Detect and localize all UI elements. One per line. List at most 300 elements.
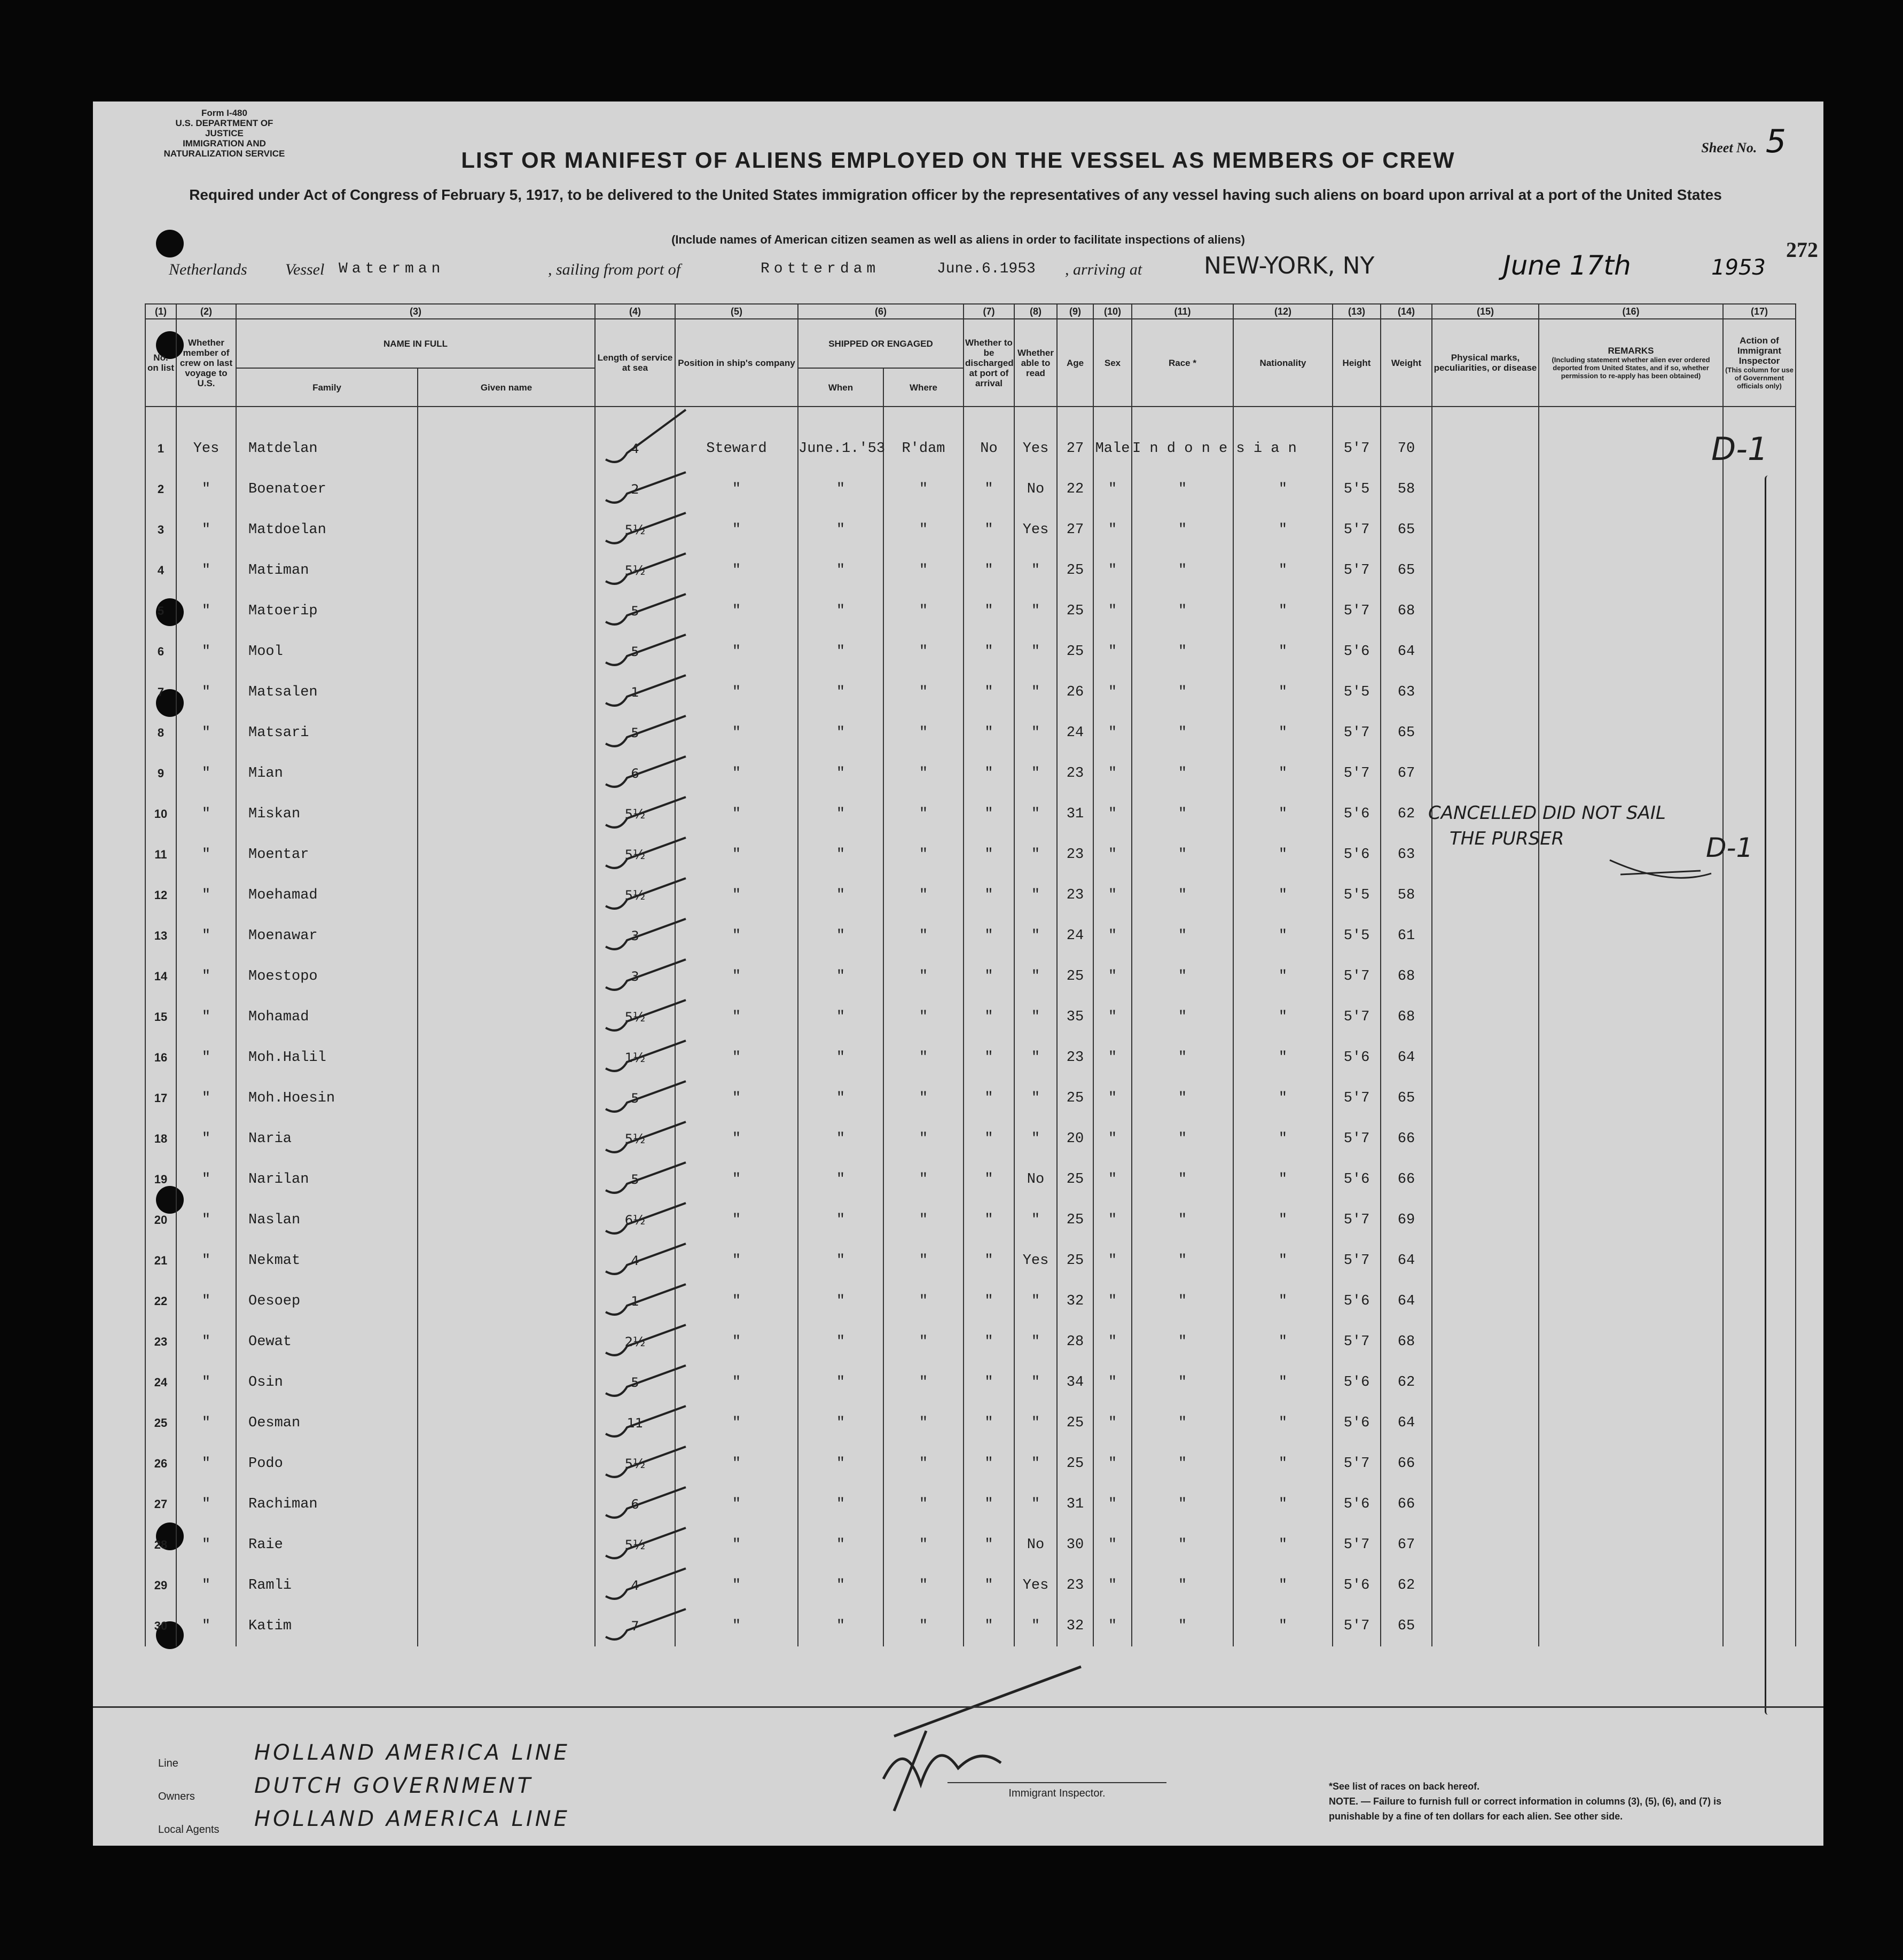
weight-cell: 68 xyxy=(1381,997,1432,1037)
race-cell: " xyxy=(1132,1037,1233,1078)
height-cell: 5'7 xyxy=(1333,1322,1381,1362)
length-of-service-cell: 4 xyxy=(595,1240,675,1281)
shipped-when-cell: " xyxy=(798,713,883,753)
race-cell: " xyxy=(1132,550,1233,591)
family-name-cell: Moestopo xyxy=(236,956,418,997)
sex-cell: " xyxy=(1093,1525,1132,1565)
check-mark xyxy=(606,1203,686,1233)
position-cell: " xyxy=(675,1240,798,1281)
row-number: 20 xyxy=(145,1200,176,1240)
discharged-cell: " xyxy=(964,1200,1014,1240)
shipped-when-cell: " xyxy=(798,550,883,591)
shipped-where-cell: " xyxy=(883,1078,964,1119)
last-voyage-cell: " xyxy=(176,631,236,672)
shipped-when-cell: " xyxy=(798,1159,883,1200)
col-number: (11) xyxy=(1132,304,1233,319)
family-name-cell: Mian xyxy=(236,753,418,794)
age-cell: 27 xyxy=(1057,407,1093,469)
height-cell: 5'7 xyxy=(1333,1443,1381,1484)
last-voyage-cell: " xyxy=(176,1362,236,1403)
race-cell: I n d o n e s i a n xyxy=(1132,407,1233,469)
shipped-where-cell: " xyxy=(883,1362,964,1403)
height-cell: 5'7 xyxy=(1333,1606,1381,1646)
weight-cell: 61 xyxy=(1381,916,1432,956)
position-cell: " xyxy=(675,875,798,916)
length-of-service-cell: 5 xyxy=(595,1078,675,1119)
sex-cell: " xyxy=(1093,1078,1132,1119)
sailing-label: , sailing from port of xyxy=(548,261,681,278)
col-number: (2) xyxy=(176,304,236,319)
age-cell: 25 xyxy=(1057,591,1093,631)
weight-cell: 67 xyxy=(1381,753,1432,794)
discharged-cell: " xyxy=(964,1565,1014,1606)
inspector-bracket-line xyxy=(1765,475,1772,1715)
length-of-service-cell: 5½ xyxy=(595,875,675,916)
service-name: IMMIGRATION AND NATURALIZATION SERVICE xyxy=(163,138,285,159)
weight-cell: 63 xyxy=(1381,672,1432,713)
check-mark xyxy=(606,1244,686,1274)
col-number: (13) xyxy=(1333,304,1381,319)
weight-cell: 65 xyxy=(1381,510,1432,550)
race-cell: " xyxy=(1132,1525,1233,1565)
weight-cell: 64 xyxy=(1381,1403,1432,1443)
able-to-read-cell: " xyxy=(1014,591,1057,631)
discharged-cell: " xyxy=(964,956,1014,997)
shipped-where-cell: " xyxy=(883,1240,964,1281)
discharged-cell: " xyxy=(964,1525,1014,1565)
shipped-when-cell: " xyxy=(798,591,883,631)
position-cell: " xyxy=(675,1362,798,1403)
sex-cell: " xyxy=(1093,672,1132,713)
line-label: Line xyxy=(158,1758,178,1769)
shipped-when-cell: " xyxy=(798,1484,883,1525)
shipped-where-cell: " xyxy=(883,550,964,591)
fine-note: NOTE. — Failure to furnish full or correct information in columns (3), (5), (6), and (7) is punishable by a fine of ten dollars for each alien. See other side. xyxy=(1329,1796,1722,1822)
able-to-read-cell: " xyxy=(1014,1281,1057,1322)
able-to-read-cell: " xyxy=(1014,916,1057,956)
able-to-read-cell: " xyxy=(1014,1403,1057,1443)
length-of-service-cell: 5 xyxy=(595,591,675,631)
shipped-when-cell: " xyxy=(798,672,883,713)
shipped-when-cell: " xyxy=(798,1200,883,1240)
age-cell: 23 xyxy=(1057,1565,1093,1606)
length-of-service-cell: 5 xyxy=(595,1362,675,1403)
weight-cell: 66 xyxy=(1381,1119,1432,1159)
position-cell: " xyxy=(675,1322,798,1362)
height-cell: 5'5 xyxy=(1333,469,1381,510)
vessel-label: Vessel xyxy=(285,261,325,278)
shipped-when-cell: " xyxy=(798,1281,883,1322)
row-number: 25 xyxy=(145,1403,176,1443)
shipped-when-cell: " xyxy=(798,834,883,875)
footer-divider xyxy=(93,1706,1823,1708)
height-cell: 5'5 xyxy=(1333,875,1381,916)
weight-cell: 65 xyxy=(1381,1078,1432,1119)
check-mark xyxy=(606,635,686,665)
height-cell: 5'6 xyxy=(1333,1484,1381,1525)
shipped-when-cell: " xyxy=(798,510,883,550)
shipped-where-cell: " xyxy=(883,1606,964,1646)
row-number: 5 xyxy=(145,591,176,631)
nationality-cell: " xyxy=(1233,1322,1333,1362)
nationality-cell: " xyxy=(1233,672,1333,713)
shipped-when-cell: " xyxy=(798,1606,883,1646)
age-cell: 25 xyxy=(1057,1078,1093,1119)
weight-cell: 66 xyxy=(1381,1443,1432,1484)
race-note: *See list of races on back hereof. xyxy=(1329,1781,1480,1792)
weight-cell: 65 xyxy=(1381,550,1432,591)
vessel-name: Waterman xyxy=(339,261,445,277)
shipped-where-cell: " xyxy=(883,753,964,794)
shipped-when-cell: " xyxy=(798,875,883,916)
sex-cell: " xyxy=(1093,1484,1132,1525)
age-cell: 27 xyxy=(1057,510,1093,550)
row-number: 28 xyxy=(145,1525,176,1565)
header-where: Where xyxy=(883,368,964,407)
position-cell: " xyxy=(675,997,798,1037)
arriving-label: , arriving at xyxy=(1065,261,1142,278)
agents-label: Local Agents xyxy=(158,1824,220,1836)
header-age: Age xyxy=(1057,319,1093,407)
position-cell: " xyxy=(675,1159,798,1200)
sex-cell: " xyxy=(1093,550,1132,591)
family-name-cell: Matoerip xyxy=(236,591,418,631)
shipped-where-cell: " xyxy=(883,1403,964,1443)
row-number: 24 xyxy=(145,1362,176,1403)
col-number: (1) xyxy=(145,304,176,319)
sex-cell: " xyxy=(1093,1240,1132,1281)
last-voyage-cell: " xyxy=(176,834,236,875)
height-cell: 5'6 xyxy=(1333,1281,1381,1322)
weight-cell: 63 xyxy=(1381,834,1432,875)
race-cell: " xyxy=(1132,469,1233,510)
weight-cell: 65 xyxy=(1381,713,1432,753)
length-of-service-cell: 5 xyxy=(595,713,675,753)
col-number: (10) xyxy=(1093,304,1132,319)
discharged-cell: " xyxy=(964,1119,1014,1159)
shipped-when-cell: " xyxy=(798,1403,883,1443)
check-mark xyxy=(606,716,686,746)
shipped-when-cell: " xyxy=(798,1322,883,1362)
col-number: (15) xyxy=(1432,304,1539,319)
header-discharged: Whether to be discharged at port of arrival xyxy=(964,319,1014,407)
sex-cell: " xyxy=(1093,510,1132,550)
col-number: (12) xyxy=(1233,304,1333,319)
shipped-when-cell: " xyxy=(798,631,883,672)
weight-cell: 70 xyxy=(1381,407,1432,469)
handwritten-tick-marks xyxy=(93,101,1823,1846)
shipped-where-cell: " xyxy=(883,1322,964,1362)
last-voyage-cell: " xyxy=(176,875,236,916)
check-mark xyxy=(606,1325,686,1355)
weight-cell: 68 xyxy=(1381,956,1432,997)
nationality-cell: " xyxy=(1233,591,1333,631)
row-number: 16 xyxy=(145,1037,176,1078)
sex-cell: " xyxy=(1093,1606,1132,1646)
race-cell: " xyxy=(1132,1606,1233,1646)
shipped-when-cell: " xyxy=(798,1443,883,1484)
height-cell: 5'7 xyxy=(1333,591,1381,631)
header-given-name: Given name xyxy=(418,368,595,407)
shipped-where-cell: " xyxy=(883,1200,964,1240)
check-mark xyxy=(606,594,686,624)
sex-cell: " xyxy=(1093,794,1132,834)
weight-cell: 62 xyxy=(1381,1362,1432,1403)
last-voyage-cell: " xyxy=(176,1200,236,1240)
able-to-read-cell: No xyxy=(1014,1159,1057,1200)
position-cell: " xyxy=(675,794,798,834)
shipped-where-cell: " xyxy=(883,916,964,956)
able-to-read-cell: " xyxy=(1014,1119,1057,1159)
race-cell: " xyxy=(1132,834,1233,875)
header-height: Height xyxy=(1333,319,1381,407)
shipped-when-cell: " xyxy=(798,916,883,956)
nationality-cell: " xyxy=(1233,1606,1333,1646)
weight-cell: 66 xyxy=(1381,1159,1432,1200)
row-number: 19 xyxy=(145,1159,176,1200)
sex-cell: " xyxy=(1093,631,1132,672)
form-number: Form I-480 xyxy=(201,108,247,118)
position-cell: " xyxy=(675,1525,798,1565)
height-cell: 5'7 xyxy=(1333,753,1381,794)
height-cell: 5'7 xyxy=(1333,1525,1381,1565)
discharged-cell: " xyxy=(964,1078,1014,1119)
last-voyage-cell: " xyxy=(176,1565,236,1606)
shipped-where-cell: " xyxy=(883,875,964,916)
nationality-cell: " xyxy=(1233,1240,1333,1281)
row-number: 8 xyxy=(145,713,176,753)
remark-cancelled: CANCELLED DID NOT SAIL xyxy=(1428,802,1666,824)
able-to-read-cell: Yes xyxy=(1014,510,1057,550)
family-name-cell: Oesoep xyxy=(236,1281,418,1322)
sex-cell: " xyxy=(1093,469,1132,510)
race-cell: " xyxy=(1132,916,1233,956)
check-mark xyxy=(606,553,686,584)
footer-values xyxy=(233,1736,570,1836)
check-mark xyxy=(606,1041,686,1071)
discharged-cell: " xyxy=(964,1484,1014,1525)
race-cell: " xyxy=(1132,997,1233,1037)
nationality-cell: " xyxy=(1233,1078,1333,1119)
row-number: 1 xyxy=(145,407,176,469)
position-cell: " xyxy=(675,510,798,550)
weight-cell: 65 xyxy=(1381,1606,1432,1646)
nationality-cell: " xyxy=(1233,631,1333,672)
row-number: 18 xyxy=(145,1119,176,1159)
sex-cell: " xyxy=(1093,1037,1132,1078)
last-voyage-cell: " xyxy=(176,713,236,753)
inspector-action-title: Action of Immigrant Inspector xyxy=(1737,335,1782,366)
position-cell: " xyxy=(675,1606,798,1646)
length-of-service-cell: 4 xyxy=(595,1565,675,1606)
weight-cell: 58 xyxy=(1381,875,1432,916)
weight-cell: 62 xyxy=(1381,1565,1432,1606)
nationality-cell: " xyxy=(1233,1362,1333,1403)
nationality-cell: " xyxy=(1233,510,1333,550)
length-of-service-cell: 5½ xyxy=(595,550,675,591)
height-cell: 5'6 xyxy=(1333,794,1381,834)
length-of-service-cell: 5½ xyxy=(595,794,675,834)
check-mark xyxy=(606,1122,686,1152)
able-to-read-cell: Yes xyxy=(1014,407,1057,469)
last-voyage-cell: " xyxy=(176,591,236,631)
shipped-when-cell: " xyxy=(798,1525,883,1565)
age-cell: 20 xyxy=(1057,1119,1093,1159)
row-number: 17 xyxy=(145,1078,176,1119)
purser-signature xyxy=(1610,860,1711,878)
arrival-year: 1953 xyxy=(1711,255,1766,280)
shipped-where-cell: " xyxy=(883,591,964,631)
nationality-cell: " xyxy=(1233,1159,1333,1200)
age-cell: 32 xyxy=(1057,1606,1093,1646)
row-number: 15 xyxy=(145,997,176,1037)
col-number: (8) xyxy=(1014,304,1057,319)
row-number: 22 xyxy=(145,1281,176,1322)
shipped-where-cell: " xyxy=(883,1119,964,1159)
able-to-read-cell: " xyxy=(1014,956,1057,997)
shipped-when-cell: " xyxy=(798,469,883,510)
able-to-read-cell: Yes xyxy=(1014,1240,1057,1281)
last-voyage-cell: " xyxy=(176,469,236,510)
age-cell: 22 xyxy=(1057,469,1093,510)
row-number: 14 xyxy=(145,956,176,997)
discharged-cell: " xyxy=(964,997,1014,1037)
check-mark xyxy=(606,1406,686,1436)
last-voyage-cell: " xyxy=(176,1078,236,1119)
age-cell: 28 xyxy=(1057,1322,1093,1362)
height-cell: 5'6 xyxy=(1333,834,1381,875)
nationality-cell: " xyxy=(1233,916,1333,956)
shipped-where-cell: " xyxy=(883,672,964,713)
discharged-cell: " xyxy=(964,1159,1014,1200)
race-cell: " xyxy=(1132,1240,1233,1281)
last-voyage-cell: " xyxy=(176,1322,236,1362)
row-number: 12 xyxy=(145,875,176,916)
length-of-service-cell: 5½ xyxy=(595,834,675,875)
shipped-where-cell: " xyxy=(883,631,964,672)
able-to-read-cell: " xyxy=(1014,550,1057,591)
weight-cell: 64 xyxy=(1381,1037,1432,1078)
able-to-read-cell: " xyxy=(1014,1037,1057,1078)
check-mark xyxy=(606,1162,686,1193)
shipped-where-cell: " xyxy=(883,1159,964,1200)
discharged-cell: " xyxy=(964,510,1014,550)
able-to-read-cell: " xyxy=(1014,1322,1057,1362)
length-of-service-cell: 5 xyxy=(595,631,675,672)
col-number: (14) xyxy=(1381,304,1432,319)
check-mark xyxy=(606,1284,686,1315)
height-cell: 5'6 xyxy=(1333,1362,1381,1403)
family-name-cell: Mool xyxy=(236,631,418,672)
family-name-cell: Katim xyxy=(236,1606,418,1646)
position-cell: " xyxy=(675,713,798,753)
shipped-when-cell: " xyxy=(798,956,883,997)
row-number: 21 xyxy=(145,1240,176,1281)
check-mark xyxy=(606,919,686,949)
length-of-service-cell: 5½ xyxy=(595,1525,675,1565)
length-of-service-cell: 6½ xyxy=(595,1200,675,1240)
last-voyage-cell: " xyxy=(176,1606,236,1646)
height-cell: 5'6 xyxy=(1333,1565,1381,1606)
able-to-read-cell: " xyxy=(1014,1484,1057,1525)
discharged-cell: " xyxy=(964,469,1014,510)
check-mark xyxy=(606,959,686,990)
position-cell: " xyxy=(675,1443,798,1484)
family-name-cell: Matdelan xyxy=(236,407,418,469)
discharged-cell: " xyxy=(964,753,1014,794)
sex-cell: " xyxy=(1093,956,1132,997)
sex-cell: " xyxy=(1093,1119,1132,1159)
position-cell: " xyxy=(675,1078,798,1119)
row-number: 30 xyxy=(145,1606,176,1646)
length-of-service-cell: 1½ xyxy=(595,1037,675,1078)
last-voyage-cell: " xyxy=(176,1240,236,1281)
family-name-cell: Naslan xyxy=(236,1200,418,1240)
sex-cell: " xyxy=(1093,1322,1132,1362)
row-number: 9 xyxy=(145,753,176,794)
header-family-name: Family xyxy=(236,368,418,407)
inspector-mark-row1: D-1 xyxy=(1711,431,1768,468)
discharged-cell: " xyxy=(964,834,1014,875)
shipped-when-cell: " xyxy=(798,794,883,834)
height-cell: 5'7 xyxy=(1333,407,1381,469)
sex-cell: " xyxy=(1093,875,1132,916)
position-cell: " xyxy=(675,753,798,794)
nationality-cell: " xyxy=(1233,956,1333,997)
position-cell: " xyxy=(675,631,798,672)
position-cell: " xyxy=(675,550,798,591)
height-cell: 5'6 xyxy=(1333,1403,1381,1443)
family-name-cell: Moenawar xyxy=(236,916,418,956)
height-cell: 5'7 xyxy=(1333,997,1381,1037)
shipped-where-cell: " xyxy=(883,1525,964,1565)
row-number: 10 xyxy=(145,794,176,834)
shipped-when-cell: " xyxy=(798,753,883,794)
weight-cell: 58 xyxy=(1381,469,1432,510)
discharged-cell: " xyxy=(964,1037,1014,1078)
height-cell: 5'7 xyxy=(1333,1240,1381,1281)
family-name-cell: Ramli xyxy=(236,1565,418,1606)
last-voyage-cell: " xyxy=(176,1119,236,1159)
check-mark xyxy=(606,675,686,706)
height-cell: 5'5 xyxy=(1333,672,1381,713)
family-name-cell: Miskan xyxy=(236,794,418,834)
age-cell: 25 xyxy=(1057,1200,1093,1240)
length-of-service-cell: 1 xyxy=(595,1281,675,1322)
able-to-read-cell: " xyxy=(1014,1078,1057,1119)
nationality-cell: " xyxy=(1233,875,1333,916)
shipped-where-cell: " xyxy=(883,1037,964,1078)
age-cell: 26 xyxy=(1057,672,1093,713)
length-of-service-cell: 3 xyxy=(595,956,675,997)
col-number: (7) xyxy=(964,304,1014,319)
height-cell: 5'7 xyxy=(1333,1078,1381,1119)
position-cell: " xyxy=(675,1200,798,1240)
last-voyage-cell: " xyxy=(176,550,236,591)
header-last-voyage: Whether member of crew on last voyage to U.S. xyxy=(176,319,236,407)
header-length-of-service: Length of service at sea xyxy=(595,319,675,407)
last-voyage-cell: " xyxy=(176,753,236,794)
check-mark xyxy=(606,1447,686,1477)
check-mark xyxy=(606,513,686,543)
row-number: 11 xyxy=(145,834,176,875)
nationality-cell: " xyxy=(1233,1200,1333,1240)
age-cell: 24 xyxy=(1057,916,1093,956)
last-voyage-cell: " xyxy=(176,956,236,997)
race-cell: " xyxy=(1132,1159,1233,1200)
age-cell: 32 xyxy=(1057,1281,1093,1322)
department-name: U.S. DEPARTMENT OF JUSTICE xyxy=(175,118,273,138)
